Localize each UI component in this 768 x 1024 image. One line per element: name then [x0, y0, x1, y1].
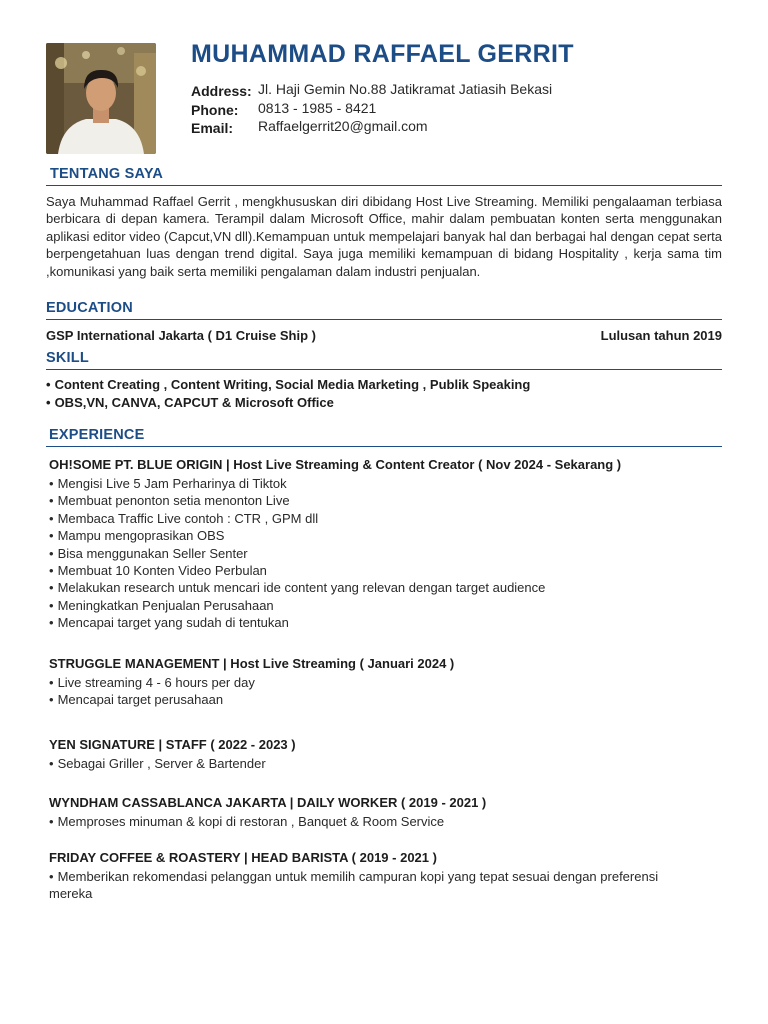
job-duties: [49, 868, 669, 903]
candidate-name: MUHAMMAD RAFFAEL GERRIT: [191, 40, 574, 68]
skill-section-header: [46, 350, 722, 370]
job-duty: • Mampu mengoprasikan OBS: [49, 527, 721, 544]
phone-value: 0813 - 1985 - 8421: [258, 99, 377, 116]
education-school: GSP International Jakarta ( D1 Cruise Ship ): [46, 328, 316, 343]
education-section-header: [46, 300, 722, 320]
job-duty: • Membuat 10 Konten Video Perbulan: [49, 562, 721, 579]
about-text: Saya Muhammad Raffael Gerrit , mengkhususkan diri dibidang Host Live Streaming. Memiliki pengalaaman terbiasa berbicara di depan kamera. Terampil dalam Microsoft Office, mahir dalam pembuatan konten serta menggunakan aplikasi editor video (Capcut,VN dll).Kemampuan untuk mempelajari banyak hal dan berbagai hal dengan cepat serta berpengetahuan luas dengan trend digital. Saya juga memiliki kemampuan di bidang Hospitality , kerja sama tim ,komunikasi yang baik serta memiliki pengalaman dalam industri penjualan.: [46, 194, 722, 279]
job-duties: [49, 674, 721, 709]
experience-entry: [49, 736, 721, 772]
address-label: Address:: [191, 83, 252, 99]
email-label: Email:: [191, 120, 234, 136]
skill-item: • OBS,VN, CANVA, CAPCUT & Microsoft Office: [46, 394, 722, 412]
job-title: YEN SIGNATURE | STAFF ( 2022 - 2023 ): [49, 737, 296, 752]
job-title: FRIDAY COFFEE & ROASTERY | HEAD BARISTA ( 2019 - 2021 ): [49, 850, 437, 865]
experience-section-header: [46, 427, 722, 447]
skill-list: [46, 376, 722, 412]
experience-title: EXPERIENCE: [46, 427, 722, 447]
contact-row-address: [191, 80, 552, 99]
job-duty: • Mencapai target perusahaan: [49, 691, 721, 708]
skill-item: • Content Creating , Content Writing, Social Media Marketing , Publik Speaking: [46, 376, 722, 394]
email-value: Raffaelgerrit20@gmail.com: [258, 118, 428, 134]
phone-label: Phone:: [191, 101, 239, 118]
skill-title: SKILL: [46, 350, 722, 370]
job-duty: • Live streaming 4 - 6 hours per day: [49, 674, 721, 691]
job-duty: • Bisa menggunakan Seller Senter: [49, 545, 721, 562]
job-title: STRUGGLE MANAGEMENT | Host Live Streaming ( Januari 2024 ): [49, 656, 455, 671]
contact-info: [191, 80, 552, 136]
experience-entry: [49, 655, 721, 709]
job-duty: • Membuat penonton setia menonton Live: [49, 492, 721, 509]
job-title: WYNDHAM CASSABLANCA JAKARTA | DAILY WORKER ( 2019 - 2021 ): [49, 795, 487, 810]
experience-entry: [49, 794, 721, 830]
job-title: OH!SOME PT. BLUE ORIGIN | Host Live Streaming & Content Creator ( Nov 2024 - Sekarang ): [49, 457, 622, 472]
job-duty: • Sebagai Griller , Server & Bartender: [49, 755, 721, 772]
job-duties: [49, 813, 721, 830]
job-duty: • Memproses minuman & kopi di restoran , Banquet & Room Service: [49, 813, 721, 830]
job-duty: • Meningkatkan Penjualan Perusahaan: [49, 597, 721, 614]
contact-row-email: [191, 117, 552, 136]
job-duty: • Membaca Traffic Live contoh : CTR , GPM dll: [49, 510, 721, 527]
job-duty: • Mencapai target yang sudah di tentukan: [49, 614, 721, 631]
education-title: EDUCATION: [46, 300, 722, 320]
experience-entry: [49, 456, 721, 632]
job-duties: [49, 755, 721, 772]
about-section-header: [46, 166, 722, 186]
job-duty: • Memberikan rekomendasi pelanggan untuk memilih campuran kopi yang tepat sesuai dengan preferensi mereka: [49, 868, 669, 903]
address-value: Jl. Haji Gemin No.88 Jatikramat Jatiasih Bekasi: [258, 81, 553, 97]
about-title: TENTANG SAYA: [46, 166, 722, 186]
experience-entry: [49, 849, 721, 903]
contact-row-phone: [191, 99, 552, 118]
job-duty: • Mengisi Live 5 Jam Perharinya di Tiktok: [49, 475, 721, 492]
job-duties: [49, 475, 721, 632]
education-entry: [46, 328, 722, 343]
job-duty: • Melakukan research untuk mencari ide content yang relevan dengan target audience: [49, 579, 721, 596]
profile-photo: [46, 43, 156, 154]
education-year: Lulusan tahun 2019: [600, 328, 722, 343]
